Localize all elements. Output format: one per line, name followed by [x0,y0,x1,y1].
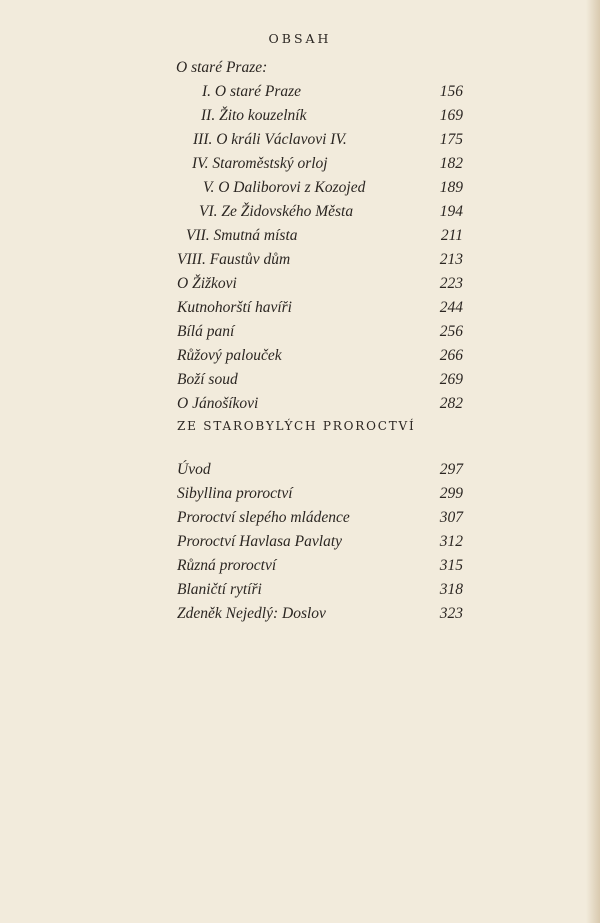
page-edge-shadow [586,0,600,923]
toc-entry-page: 307 [439,509,463,526]
toc-entry-page: 256 [439,323,463,340]
toc-entry-page: 211 [440,227,463,244]
toc-entry-page: 169 [439,107,463,124]
toc-entry-title: VIII. Faustův dům [177,251,291,268]
toc-entry-title: I. O staré Praze [202,83,302,100]
toc-entry-page: 213 [439,251,463,268]
toc-entry-page: 266 [439,347,463,364]
toc-entry-page: 312 [439,533,463,550]
toc-entry-title: VII. Smutná místa [186,227,298,244]
toc-entry-page: 315 [439,557,463,574]
toc-entry-title: Úvod [177,461,211,478]
toc-entry-title: III. O králi Václavovi IV. [193,131,347,148]
toc-entry-title: VI. Ze Židovského Města [199,203,354,220]
toc-entry-title: Kutnohorští havíři [177,299,292,316]
toc-entry-title: Zdeněk Nejedlý: Doslov [177,605,326,622]
toc-entry-page: 299 [439,485,463,502]
toc-entry-title: Boží soud [177,371,238,388]
toc-entry-title: O Jánošíkovi [177,395,259,412]
toc-entry-page: 223 [439,275,463,292]
toc-entry-page: 182 [439,155,463,172]
toc-entry-page: 282 [439,395,463,412]
toc-entry-title: Bílá paní [177,323,235,340]
toc-entry-page: 297 [439,461,463,478]
toc-entry-title: O staré Praze: [176,59,268,76]
toc-entry-page: 156 [439,83,463,100]
section-heading: ZE STAROBYLÝCH PROROCTVÍ [177,419,416,433]
toc-entry-title: Proroctví Havlasa Pavlaty [177,533,343,550]
toc-entry-title: Blaničtí rytíři [177,581,262,598]
toc-entry-title: O Žižkovi [177,275,237,292]
toc-entry-page: 189 [439,179,463,196]
toc-entry-page: 323 [439,605,463,622]
toc-entry-page: 194 [439,203,463,220]
toc-entry-title: Proroctví slepého mládence [177,509,350,526]
toc-entry-title: Růžový palouček [177,347,282,364]
page-title: OBSAH [268,31,332,46]
toc-entry-title: V. O Daliborovi z Kozojed [203,179,366,196]
toc-entry-page: 318 [439,581,463,598]
toc-entry-page: 244 [439,299,463,316]
toc-entry-title: Sibyllina proroctví [177,485,293,502]
toc-entry-page: 175 [439,131,463,148]
toc-entry-title: IV. Staroměstský orloj [192,155,328,172]
toc-entry-page: 269 [439,371,463,388]
toc-entry-title: II. Žito kouzelník [201,107,307,124]
toc-entry-title: Různá proroctví [177,557,277,574]
